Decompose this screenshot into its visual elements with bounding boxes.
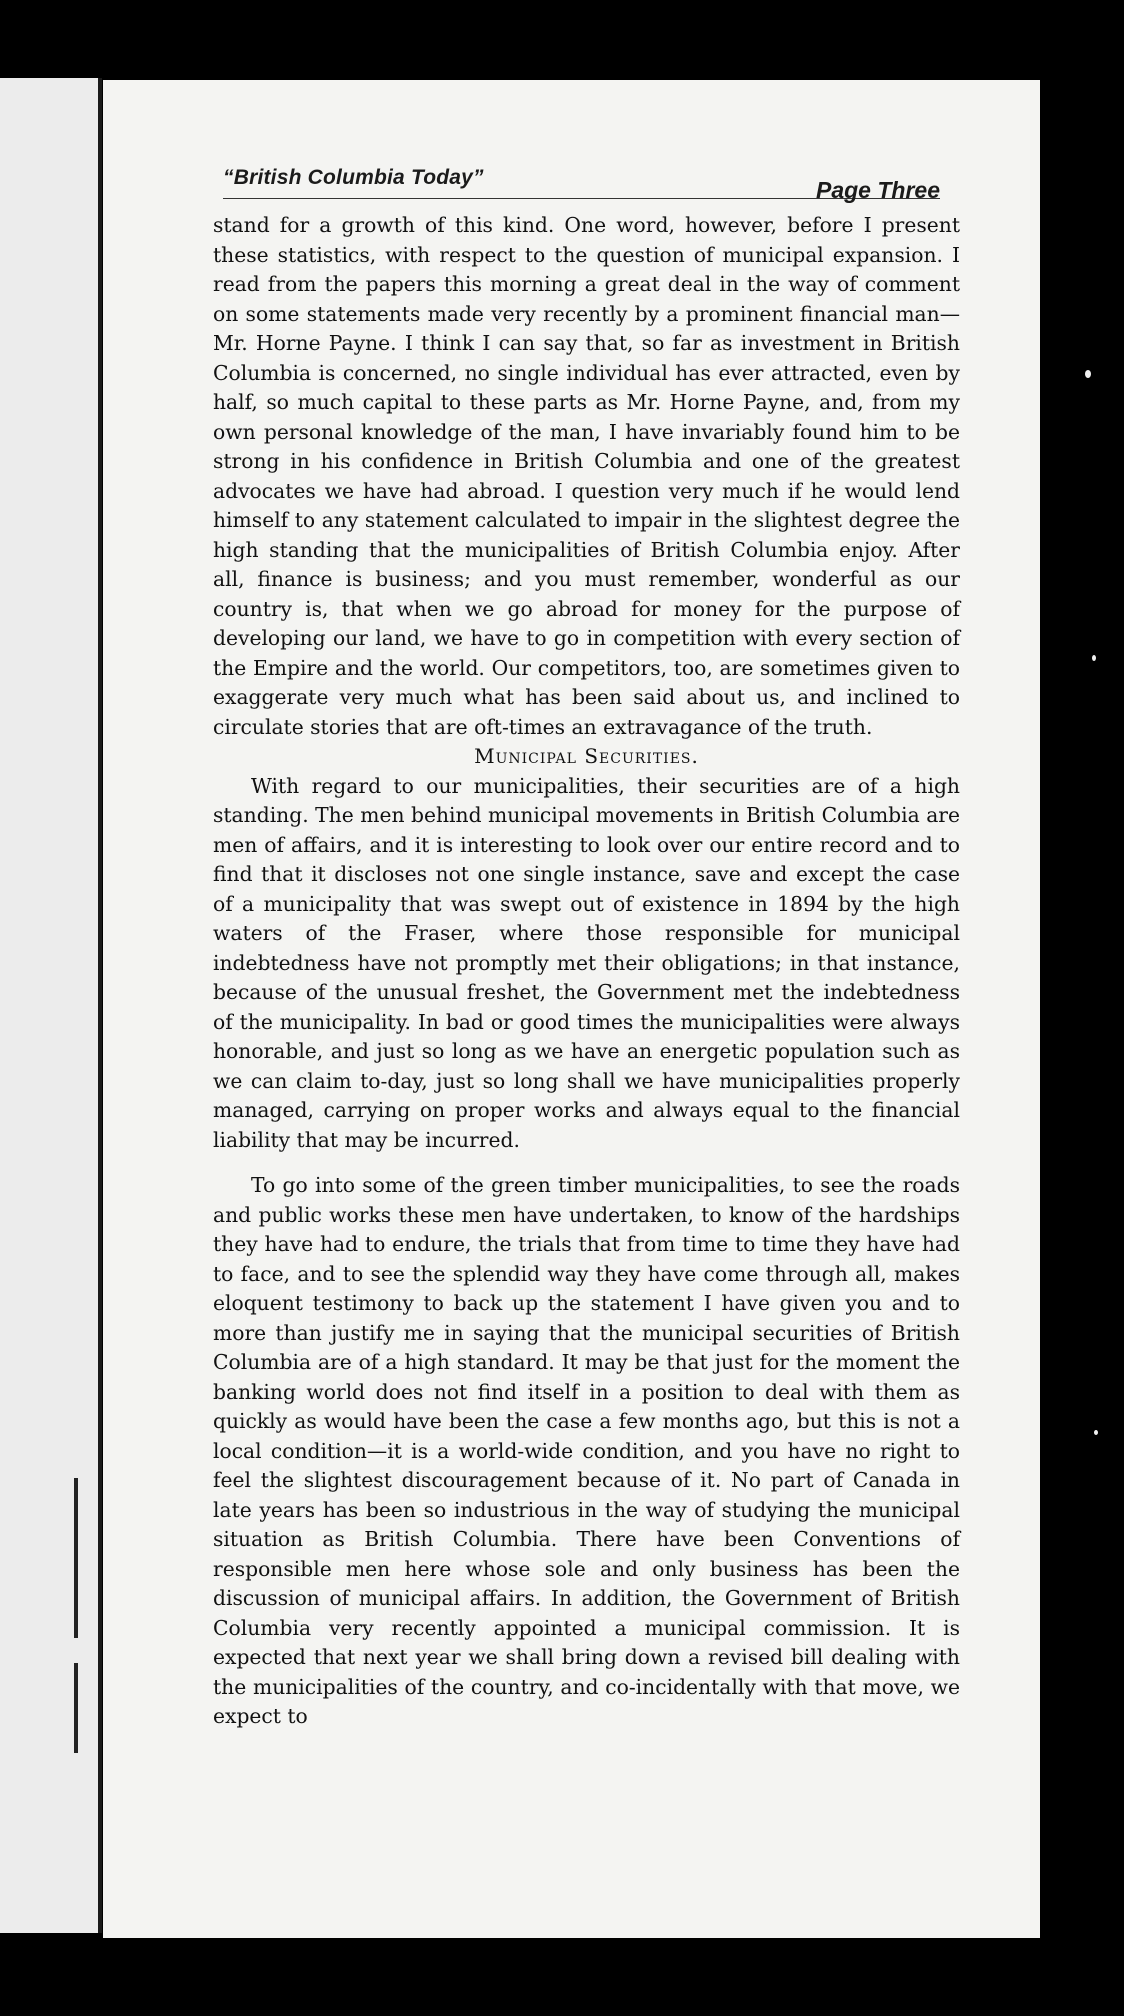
page-header — [223, 150, 940, 203]
scan-speck — [1094, 1430, 1098, 1435]
page-edge-mark — [74, 1663, 78, 1753]
paragraph: With regard to our municipalities, their securities are of a high standing. The men behind municipal movements in British Columbia are men of affairs, and it is interesting to look over our entire record and to find that it discloses not one single instance, save and except the case of a municipality that was swept out of existence in 1894 by the high waters of the Fraser, where those responsible for municipal indebtedness have not promptly met their obligations; in that instance, because of the unusual freshet, the Government met the indebtedness of the municipality. In bad or good times the municipalities were always honorable, and just so long as we have an energetic population such as we can claim to-day, just so long shall we have municipalities properly managed, carrying on proper works and always equal to the financial liability that may be incurred. — [213, 773, 960, 1152]
paragraph: stand for a growth of this kind. One word, however, before I present these statistics, with respect to the question of municipal expansion. I read from the papers this morning a great deal in the way of comment on some statements made very recently by a prominent financial man—Mr. Horne Payne. I think I can say that, so far as investment in British Columbia is concerned, no single individual has ever attracted, even by half, so much capital to these parts as Mr. Horne Payne, and, from my own personal knowledge of the man, I have invariably found him to be strong in his confidence in British Columbia and one of the greatest advocates we have had abroad. I question very much if he would lend himself to any statement calculated to impair in the slightest degree the high standing that the municipalities of British Columbia enjoy. After all, finance is business; and you must remember, wonderful as our country is, that when we go abroad for money for the purpose of developing our land, we have to go in competition with every section of the Empire and the world. Our competitors, too, are sometimes given to exaggerate very much what has been said about us, and inclined to circulate stories that are oft-times an extravagance of the truth. — [213, 213, 960, 739]
scan-speck — [1085, 370, 1091, 378]
scan-speck — [1092, 655, 1096, 661]
page-number: Page Three — [816, 177, 940, 203]
body-text — [213, 211, 960, 1732]
document-page — [103, 80, 1040, 1938]
running-title: “British Columbia Today” — [223, 166, 484, 189]
section-heading: Municipal Securities. — [474, 744, 699, 768]
paragraph: To go into some of the green timber municipalities, to see the roads and public works these men have undertaken, to know of the hardships they have had to endure, the trials that from time to time they have had to face, and to see the splendid way they have come through all, makes eloquent testimony to back up the statement I have given you and to more than justify me in saying that the municipal securities of British Columbia are of a high standard. It may be that just for the moment the banking world does not find itself in a position to deal with them as quickly as would have been the case a few months ago, but this is not a local condition—it is a world-wide condition, and you have no right to feel the slightest discouragement because of it. No part of Canada in late years has been so industrious in the way of studying the municipal situation as British Columbia. There have been Conventions of responsible men here whose sole and only business has been the discussion of municipal affairs. In addition, the Government of British Columbia very recently appointed a municipal commission. It is expected that next year we shall bring down a revised bill dealing with the municipalities of the country, and co-incidentally with that move, we expect to — [213, 1173, 960, 1728]
page-edge-mark — [74, 1478, 78, 1638]
adjacent-page-edge — [0, 78, 102, 1933]
